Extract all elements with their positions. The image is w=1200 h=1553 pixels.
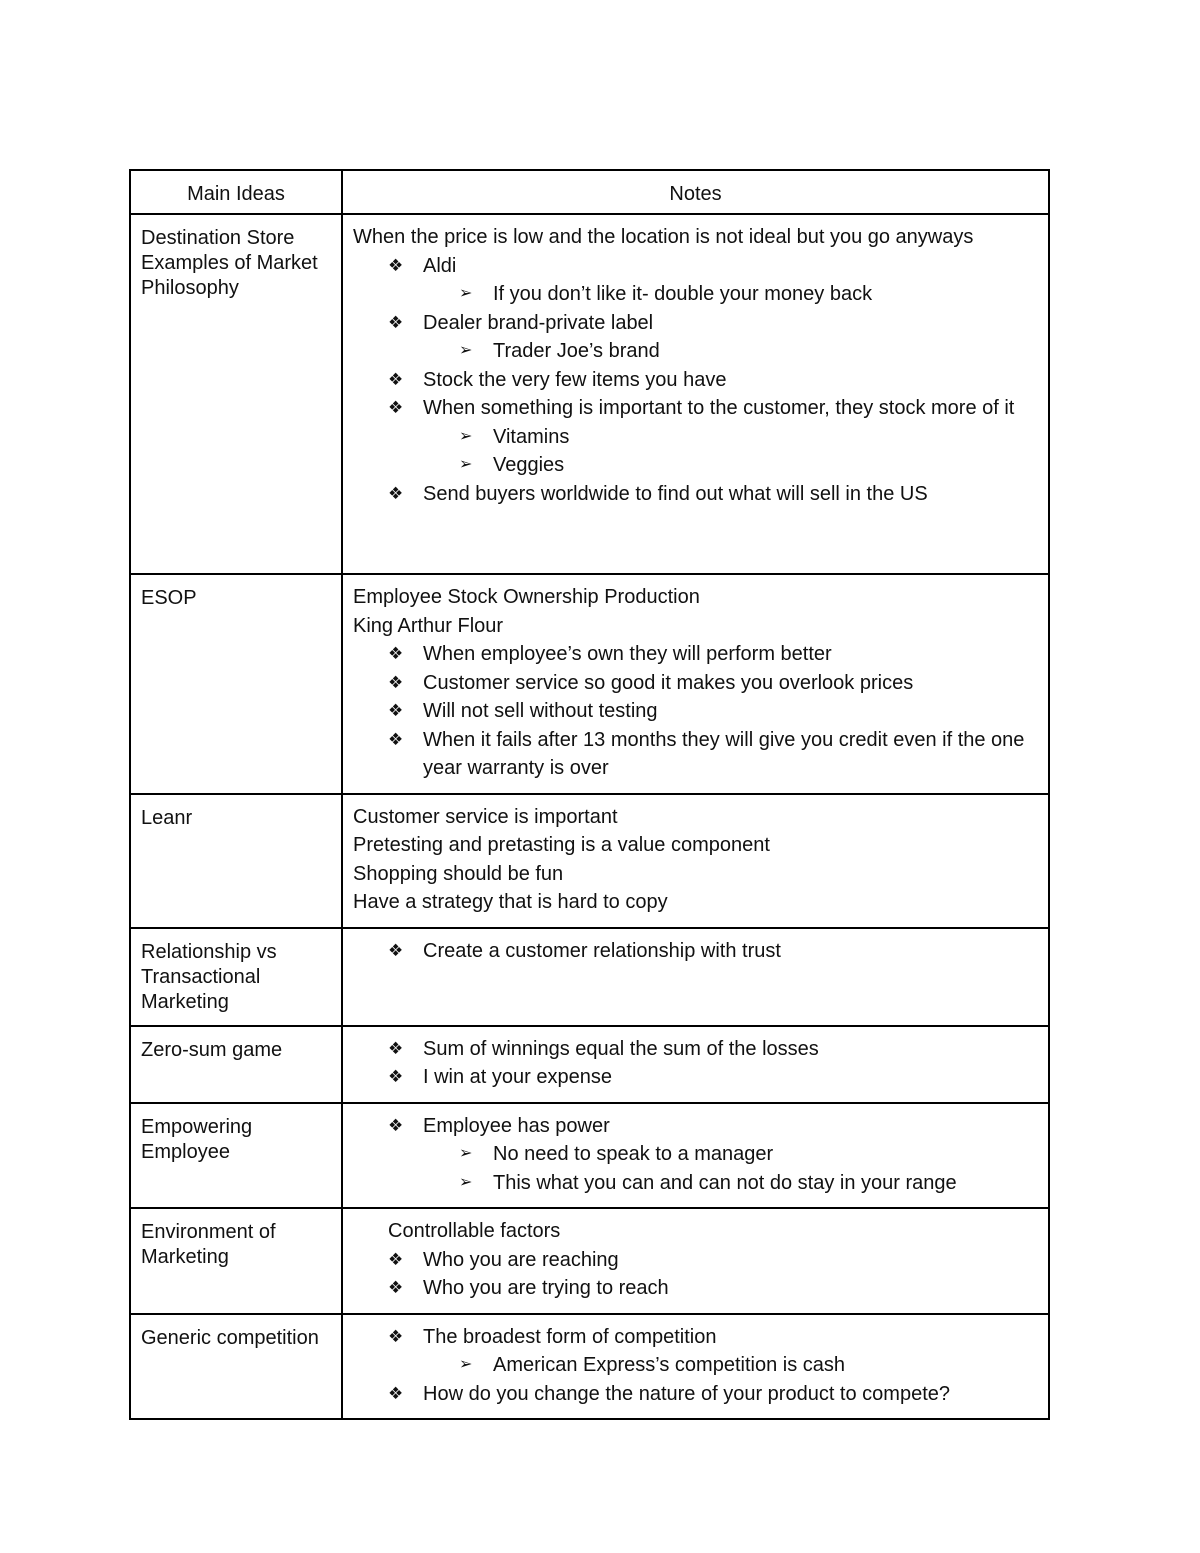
arrowhead-bullet-icon: ➢ (459, 427, 473, 445)
note-text: Stock the very few items you have (423, 368, 727, 391)
arrowhead-bullet-icon: ➢ (459, 342, 473, 359)
note-item (353, 1246, 1038, 1275)
note-text: Customer service so good it makes you overlook prices (423, 671, 914, 694)
note-text: Employee has power (423, 1114, 610, 1137)
note-text: No need to speak to a manager (493, 1143, 774, 1165)
note-text: Shopping should be fun (353, 862, 564, 885)
diamond-bullet-icon: ❖ (388, 1326, 404, 1346)
diamond-bullet-icon: ❖ (388, 369, 404, 389)
note-text: American Express’s competition is cash (493, 1354, 845, 1376)
main-idea-cell (130, 1026, 342, 1103)
arrowhead-bullet-icon: ➢ (459, 285, 473, 302)
diamond-bullet-icon: ❖ (388, 729, 404, 749)
note-text: The broadest form of competition (423, 1325, 717, 1348)
note-text: Dealer brand-private label (423, 311, 654, 334)
arrowhead-bullet-icon: ➢ (459, 1173, 473, 1191)
arrowhead-bullet-icon: ➢ (459, 1356, 473, 1373)
note-text: I win at your expense (423, 1066, 612, 1088)
note-text: Send buyers worldwide to find out what will sell in the US (423, 482, 928, 505)
header-notes: Notes (342, 170, 1049, 214)
notes-cell (342, 1026, 1049, 1103)
table-row (130, 1103, 1049, 1209)
table-row (130, 214, 1049, 574)
note-item (353, 726, 1038, 783)
header-main-ideas: Main Ideas (130, 170, 342, 214)
note-item (353, 1035, 1038, 1064)
diamond-bullet-icon: ❖ (388, 483, 404, 503)
main-idea-text: Examples of Market (141, 252, 318, 274)
main-idea-text: Marketing (141, 990, 229, 1013)
note-item (353, 1380, 1038, 1409)
table-row (130, 574, 1049, 794)
note-item (353, 697, 1038, 726)
note-text: Trader Joe’s brand (493, 340, 660, 362)
note-item (353, 640, 1038, 669)
diamond-bullet-icon: ❖ (388, 940, 404, 960)
note-item (353, 831, 1038, 860)
note-text: When the price is low and the location is not ideal but you go anyways (353, 226, 974, 248)
note-text: Employee Stock Ownership Production (353, 586, 700, 608)
note-text: Who you are reaching (423, 1248, 619, 1271)
note-text: If you don’t like it- double your money back (493, 283, 873, 305)
diamond-bullet-icon: ❖ (388, 1067, 404, 1086)
diamond-bullet-icon: ❖ (388, 644, 404, 663)
table-row (130, 1026, 1049, 1103)
note-item (353, 669, 1038, 698)
note-item (353, 280, 1038, 309)
notes-cell (342, 214, 1049, 574)
notes-cell (342, 1208, 1049, 1314)
note-text: This what you can and can not do stay in your range (493, 1171, 957, 1194)
note-item (353, 366, 1038, 395)
note-item (353, 803, 1038, 832)
main-idea-text: Generic competition (141, 1326, 319, 1349)
note-text: When something is important to the customer, they stock more of it (423, 397, 1015, 419)
note-item (353, 451, 1038, 480)
note-item (353, 337, 1038, 366)
note-text: Controllable factors (388, 1220, 561, 1242)
header-row (130, 170, 1049, 214)
main-idea-cell (130, 928, 342, 1026)
note-text: Will not sell without testing (423, 700, 658, 722)
note-item (353, 612, 1038, 641)
note-item (353, 423, 1038, 452)
main-idea-cell (130, 1208, 342, 1314)
note-item (353, 1217, 1038, 1246)
note-item (353, 888, 1038, 917)
note-text: How do you change the nature of your product to compete? (423, 1382, 951, 1405)
notes-cell (342, 1314, 1049, 1420)
note-text: Vitamins (493, 425, 570, 448)
note-item (353, 1112, 1038, 1141)
notes-cell (342, 574, 1049, 794)
main-idea-text: Leanr (141, 806, 193, 829)
main-idea-text: Employee (141, 1140, 230, 1163)
note-item (353, 223, 1038, 252)
main-idea-text: ESOP (141, 587, 197, 609)
note-item (353, 937, 1038, 966)
diamond-bullet-icon: ❖ (388, 312, 404, 332)
note-item (353, 1140, 1038, 1169)
main-idea-text: Zero-sum game (141, 1038, 283, 1061)
note-text: Veggies (493, 454, 565, 476)
arrowhead-bullet-icon: ➢ (459, 456, 473, 473)
note-item (353, 480, 1038, 509)
note-item (353, 583, 1038, 612)
diamond-bullet-icon: ❖ (388, 1383, 404, 1403)
notes-cell (342, 928, 1049, 1026)
main-idea-cell (130, 214, 342, 574)
main-idea-cell (130, 1103, 342, 1209)
table-row (130, 1208, 1049, 1314)
notes-cell (342, 1103, 1049, 1209)
main-idea-text: Philosophy (141, 277, 239, 299)
table-row (130, 928, 1049, 1026)
note-text: When it fails after 13 months they will give you credit even if the one year warranty is over (423, 728, 1025, 779)
note-item (353, 1169, 1038, 1198)
note-text: Pretesting and pretasting is a value component (353, 834, 770, 856)
main-idea-text: Environment of (141, 1221, 276, 1243)
note-item (353, 309, 1038, 338)
diamond-bullet-icon: ❖ (388, 255, 404, 275)
diamond-bullet-icon: ❖ (388, 1278, 404, 1297)
note-text: When employee’s own they will perform better (423, 643, 832, 665)
note-text: Aldi (423, 254, 457, 277)
main-idea-cell (130, 574, 342, 794)
note-item (353, 1063, 1038, 1092)
note-item (353, 1274, 1038, 1303)
main-idea-text: Marketing (141, 1246, 229, 1268)
note-item (353, 252, 1038, 281)
main-idea-text: Destination Store (141, 227, 295, 249)
main-idea-text: Relationship vs (141, 940, 277, 963)
main-idea-text: Empowering (141, 1115, 253, 1138)
table-body (130, 214, 1049, 1419)
main-idea-cell (130, 794, 342, 928)
note-text: Sum of winnings equal the sum of the losses (423, 1037, 819, 1060)
note-item (353, 1351, 1038, 1380)
table-row (130, 794, 1049, 928)
note-item (353, 1323, 1038, 1352)
note-item (353, 394, 1038, 423)
main-idea-text: Transactional (141, 965, 261, 988)
diamond-bullet-icon: ❖ (388, 1115, 404, 1135)
note-text: Customer service is important (353, 805, 618, 828)
table-row (130, 1314, 1049, 1420)
note-text: King Arthur Flour (353, 614, 504, 637)
notes-table (129, 169, 1050, 1420)
notes-cell (342, 794, 1049, 928)
note-item (353, 860, 1038, 889)
note-text: Create a customer relationship with trust (423, 939, 781, 962)
diamond-bullet-icon: ❖ (388, 1249, 404, 1269)
diamond-bullet-icon: ❖ (388, 398, 404, 417)
note-text: Who you are trying to reach (423, 1277, 669, 1299)
diamond-bullet-icon: ❖ (388, 672, 404, 692)
diamond-bullet-icon: ❖ (388, 701, 404, 720)
note-text: Have a strategy that is hard to copy (353, 891, 668, 913)
arrowhead-bullet-icon: ➢ (459, 1145, 473, 1162)
main-idea-cell (130, 1314, 342, 1420)
diamond-bullet-icon: ❖ (388, 1038, 404, 1058)
